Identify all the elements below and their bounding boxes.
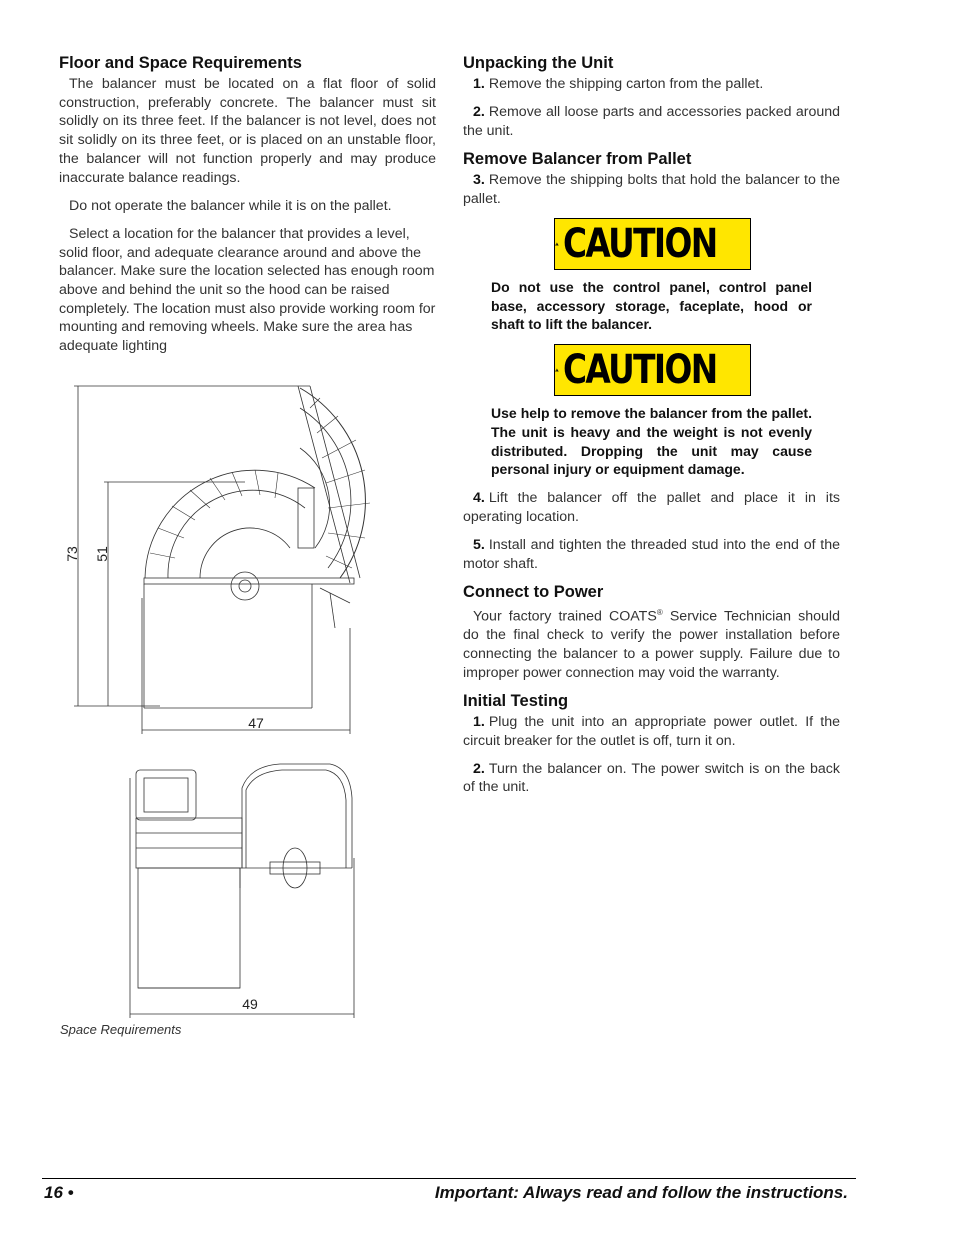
warning-triangle-icon	[555, 354, 559, 386]
caution-label: CAUTION	[562, 221, 717, 268]
footer-text: Important: Always read and follow the instructions.	[434, 1183, 848, 1202]
testing-step-1: 1. Plug the unit into an appropriate power outlet. If the circuit breaker for the outlet is off, turn it on.	[463, 713, 840, 749]
dim-label-73: 73	[64, 546, 80, 562]
floor-paragraph-1: The balancer must be located on a flat floor of solid construction, preferably concrete. The balancer must sit solidly on its three feet. If the balancer is not level, does not sit solidly on its three feet, or is placed on an unstable floor, the balancer will not function properly and may produce inaccurate balance readings.	[59, 76, 436, 186]
step-1: 1. Remove the shipping carton from the pallet.	[473, 76, 764, 92]
dim-label-49: 49	[242, 996, 258, 1012]
caution-banner-1	[554, 218, 751, 270]
figure-caption: Space Requirements	[60, 1022, 182, 1037]
step-5: 5. Install and tighten the threaded stud into the end of the motor shaft.	[463, 536, 840, 572]
step-2: 2. Remove all loose parts and accessories packed around the unit.	[463, 104, 840, 139]
section-heading-remove: Remove Balancer from Pallet	[463, 150, 692, 169]
power-paragraph: Your factory trained COATS® Service Technician should do the final check to verify the power installation before connecting the balancer to a power supply. Failure due to improper power connection may void the warranty.	[463, 607, 840, 681]
dim-label-47: 47	[248, 715, 264, 731]
testing-step-2: 2. Turn the balancer on. The power switch is on the back of the unit.	[463, 760, 840, 796]
floor-paragraph-2: Do not operate the balancer while it is on the pallet.	[69, 197, 392, 214]
step-4: 4. Lift the balancer off the pallet and place it in its operating location.	[463, 489, 840, 525]
section-heading-unpacking: Unpacking the Unit	[463, 54, 614, 72]
left-column	[59, 54, 436, 365]
section-heading-power: Connect to Power	[463, 582, 604, 601]
caution-label: CAUTION	[562, 347, 717, 394]
footer-rule	[42, 1178, 856, 1179]
caution-text-2: Use help to remove the balancer from the pallet. The unit is heavy and the weight is not evenly distributed. Dropping the unit may cause personal injury or equipment damage.	[491, 405, 812, 478]
caution-text-1: Do not use the control panel, control panel base, accessory storage, faceplate, hood or shaft to lift the balancer.	[491, 279, 812, 333]
space-requirements-figure	[60, 378, 390, 1018]
floor-paragraph-3: Select a location for the balancer that provides a level, solid floor, and adequate clearance around and above the balancer. Make sure the location selected has enough room above and behind the unit so the hood can be raised completely. The location must also provide working room for mounting and removing wheels. Make sure the area has adequate lighting	[59, 225, 436, 355]
step-3: 3. Remove the shipping bolts that hold the balancer to the pallet.	[463, 172, 840, 207]
section-heading-testing: Initial Testing	[463, 691, 569, 710]
page-number: 16 •	[44, 1183, 74, 1202]
warning-triangle-icon	[555, 228, 559, 260]
right-column	[463, 54, 840, 807]
dim-label-51: 51	[94, 546, 110, 562]
section-heading-floor: Floor and Space Requirements	[59, 54, 302, 72]
caution-banner-2	[554, 344, 751, 396]
